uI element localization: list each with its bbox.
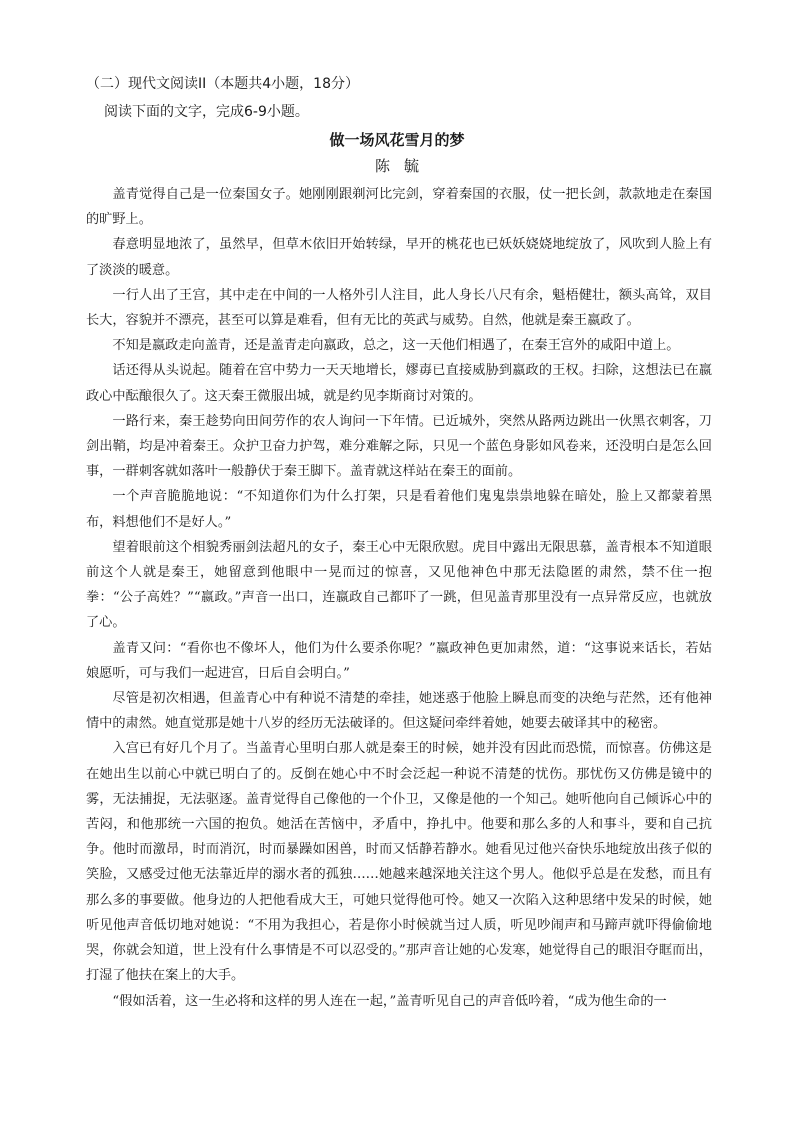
paragraph-8: 望着眼前这个相貌秀丽剑法超凡的女子，秦王心中无限欣慰。虎目中露出无限思慕，盖青根本不知道眼前这个人就是秦王，她留意到他眼中一晃而过的惊喜，又见他神色中那无法隐匿的肃然，禁不住一抱拳：“公子高姓？”“嬴政。”声音一出口，连嬴政自己都吓了一跳，但见盖青那里没有一点异常反应，也就放了心。 bbox=[86, 539, 712, 631]
article-author: 陈毓 bbox=[374, 157, 433, 175]
paragraph-7: 一个声音脆脆地说：“不知道你们为什么打架，只是看着他们鬼鬼祟祟地躲在暗处，脸上又都蒙着黑布，料想他们不是好人。” bbox=[86, 489, 712, 530]
paragraph-10: 尽管是初次相遇，但盖青心中有种说不清楚的牵挂，她迷惑于他脸上瞬息而变的决绝与茫然，还有他神情中的肃然。她直觉那是她十八岁的经历无法破译的。但这疑问牵绊着她，她要去破译其中的秘密。 bbox=[86, 691, 712, 732]
section-header: （二）现代文阅读II（本题共4小题，18分） bbox=[86, 76, 359, 92]
paragraph-3: 一行人出了王宫，其中走在中间的一人格外引人注目，此人身长八尺有余，魁梧健壮，额头高耸，双目长大，容貌并不漂亮，甚至可以算是难看，但有无比的英武与威势。自然，他就是秦王嬴政了。 bbox=[86, 287, 712, 329]
paragraph-4: 不知是嬴政走向盖青，还是盖青走向嬴政，总之，这一天他们相遇了，在秦王宫外的咸阳中道上。 bbox=[112, 338, 680, 354]
paragraph-2: 春意明显地浓了，虽然早，但草木依旧开始转绿，早开的桃花也已妖妖娆娆地绽放了，风吹到人脸上有了淡淡的暖意。 bbox=[86, 237, 712, 278]
article-body bbox=[86, 182, 712, 1014]
paragraph-5: 话还得从头说起。随着在宫中势力一天天地增长，嫪毐已直接威胁到嬴政的王权。扫除，这想法已在嬴政心中酝酿很久了。这天秦王微服出城，就是约见李斯商讨对策的。 bbox=[86, 363, 712, 404]
article-title: 做一场风花雪月的梦 bbox=[329, 131, 465, 149]
paragraph-6: 一路行来，秦王趁势向田间劳作的农人询问一下年情。已近城外，突然从路两边跳出一伙黑衣刺客，刀剑出鞘，均是冲着秦王。众护卫奋力护驾，难分难解之际，只见一个蓝色身影如风卷来，还没明白是怎么回事，一群刺客就如落叶一般静伏于秦王脚下。盖青就这样站在秦王的面前。 bbox=[86, 413, 712, 480]
paragraph-11: 入宫已有好几个月了。当盖青心里明白那人就是秦王的时候，她并没有因此而恐慌，而惊喜。仿佛这是在她出生以前心中就已明白了的。反倒在她心中不时会泛起一种说不清楚的忧伤。那忧伤又仿佛是镜中的雾，无法捕捉，无法驱逐。盖青觉得自己像他的一个仆卫，又像是他的一个知己。她听他向自己倾诉心中的苦闷，和他那统一六国的抱负。她活在苦恼中，矛盾中，挣扎中。他要和那么多的人和事斗，要和自己抗争。他时而激昂，时而消沉，时而暴躁如困兽，时而又恬静若静水。她看见过他兴奋快乐地绽放出孩子似的笑脸，又感受过他无法靠近岸的溺水者的孤独……她越来越深地关注这个男人。他似乎总是在发愁，而且有那么多的事要做。他身边的人把他看成大王，可她只觉得他可怜。她又一次陷入这种思绪中发呆的时候，她听见他声音低切地对她说：“不用为我担心，若是你小时候就当过人质，听见吵闹声和马蹄声就吓得偷偷地哭，你就会知道，世上没有什么事情是不可以忍受的。”那声音让她的心发寒，她觉得自己的眼泪夺眶而出，打湿了他扶在案上的大手。 bbox=[86, 741, 712, 984]
reading-instruction: 阅读下面的文字，完成6-9小题。 bbox=[104, 104, 309, 120]
paragraph-1: 盖青觉得自己是一位秦国女子。她刚刚跟剃河比完剑，穿着秦国的衣服，仗一把长剑，款款地走在秦国的旷野上。 bbox=[86, 187, 712, 228]
paragraph-12: “假如活着，这一生必将和这样的男人连在一起，”盖青听见自己的声音低吟着，“成为他生命的一 bbox=[112, 993, 667, 1009]
paragraph-9: 盖青又问：“看你也不像坏人，他们为什么要杀你呢？”嬴政神色更加肃然，道：“这事说来话长，若姑娘愿听，可与我们一起进宫，日后自会明白。” bbox=[86, 640, 712, 681]
